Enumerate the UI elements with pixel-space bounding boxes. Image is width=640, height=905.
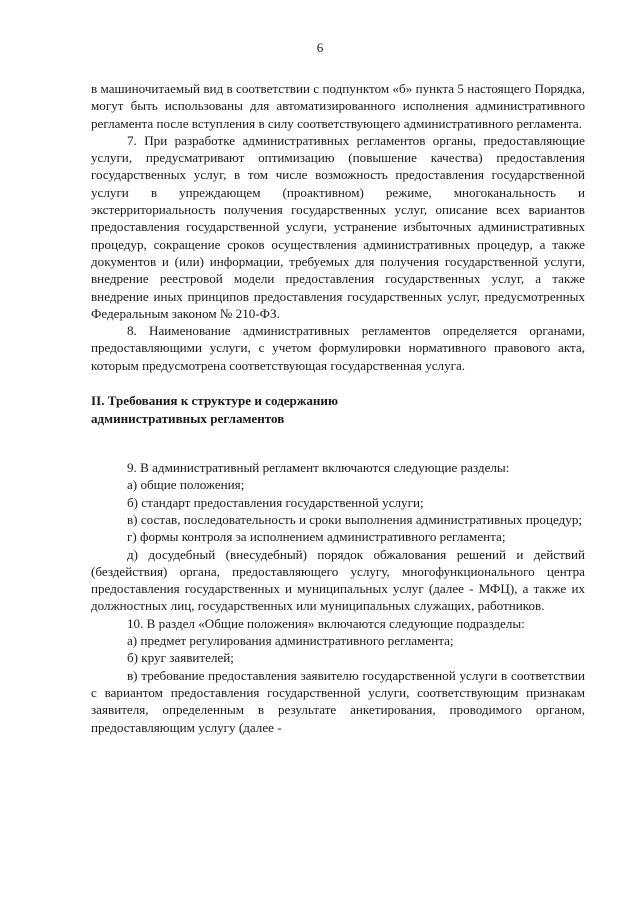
page-number: 6 — [316, 40, 324, 55]
subsection-item-v: в) требование предоставления заявителю государственной услуги в соответствии с вариантом предоставления государственной услуги, соответствующим признакам заявителя, определенным в результате анкетирования, проводимого органом, предоставляющим услугу (далее - — [91, 667, 585, 735]
heading-spacer — [91, 427, 585, 459]
subsection-item-a: а) предмет регулирования административного регламента; — [127, 633, 454, 649]
paragraph-9: 9. В административный регламент включаются следующие разделы: — [127, 460, 510, 476]
list-item-b: б) стандарт предоставления государственной услуги; — [127, 494, 424, 510]
document-body — [91, 80, 585, 736]
list-item-a: а) общие положения; — [127, 477, 245, 493]
paragraph-7: 7. При разработке административных регламентов органы, предоставляющие услуги, предусматривают оптимизацию (повышение качества) предоставления государственных услуг, в том числе возможность предоставления государственной услуги в упреждающем (проактивном) режиме, многоканальность и экстерриториальность получения государственных услуг, описание всех вариантов предоставления государственной услуги, устранение избыточных административных процедур, сокращение сроков осуществления административных процедур, а также документов и (или) информации, требуемых для получения государственной услуги, внедрение реестровой модели предоставления государственных услуг, а также внедрение иных принципов предоставления государственных услуг, предусмотренных Федеральным законом № 210-ФЗ. — [91, 132, 585, 321]
section-heading-line-1: II. Требования к структуре и содержанию — [91, 393, 338, 409]
paragraph-8: 8. Наименование административных регламентов определяется органами, предоставляющими услуги, с учетом формулировки нормативного правового акта, которым предусмотрена соответствующая государственная услуга. — [91, 323, 585, 373]
section-heading — [91, 392, 585, 427]
subsection-item-b: б) круг заявителей; — [127, 650, 234, 666]
list-item-d: д) досудебный (внесудебный) порядок обжалования решений и действий (бездействия) органа, предоставляющего услугу, многофункционального центра предоставления государственных и муниципальных услуг (далее - МФЦ), а также их должностных лиц, государственных или муниципальных служащих, работников. — [91, 546, 585, 614]
list-item-v: в) состав, последовательность и сроки выполнения административных процедур; — [127, 511, 583, 527]
paragraph-continuation: в машиночитаемый вид в соответствии с подпунктом «б» пункта 5 настоящего Порядка, могут быть использованы для автоматизированного исполнения административного регламента после вступления в силу соответствующего административного регламента. — [91, 81, 585, 131]
section-heading-line-2: административных регламентов — [91, 410, 285, 426]
paragraph-10: 10. В раздел «Общие положения» включаются следующие подразделы: — [127, 615, 525, 631]
list-item-g: г) формы контроля за исполнением административного регламента; — [127, 529, 506, 545]
